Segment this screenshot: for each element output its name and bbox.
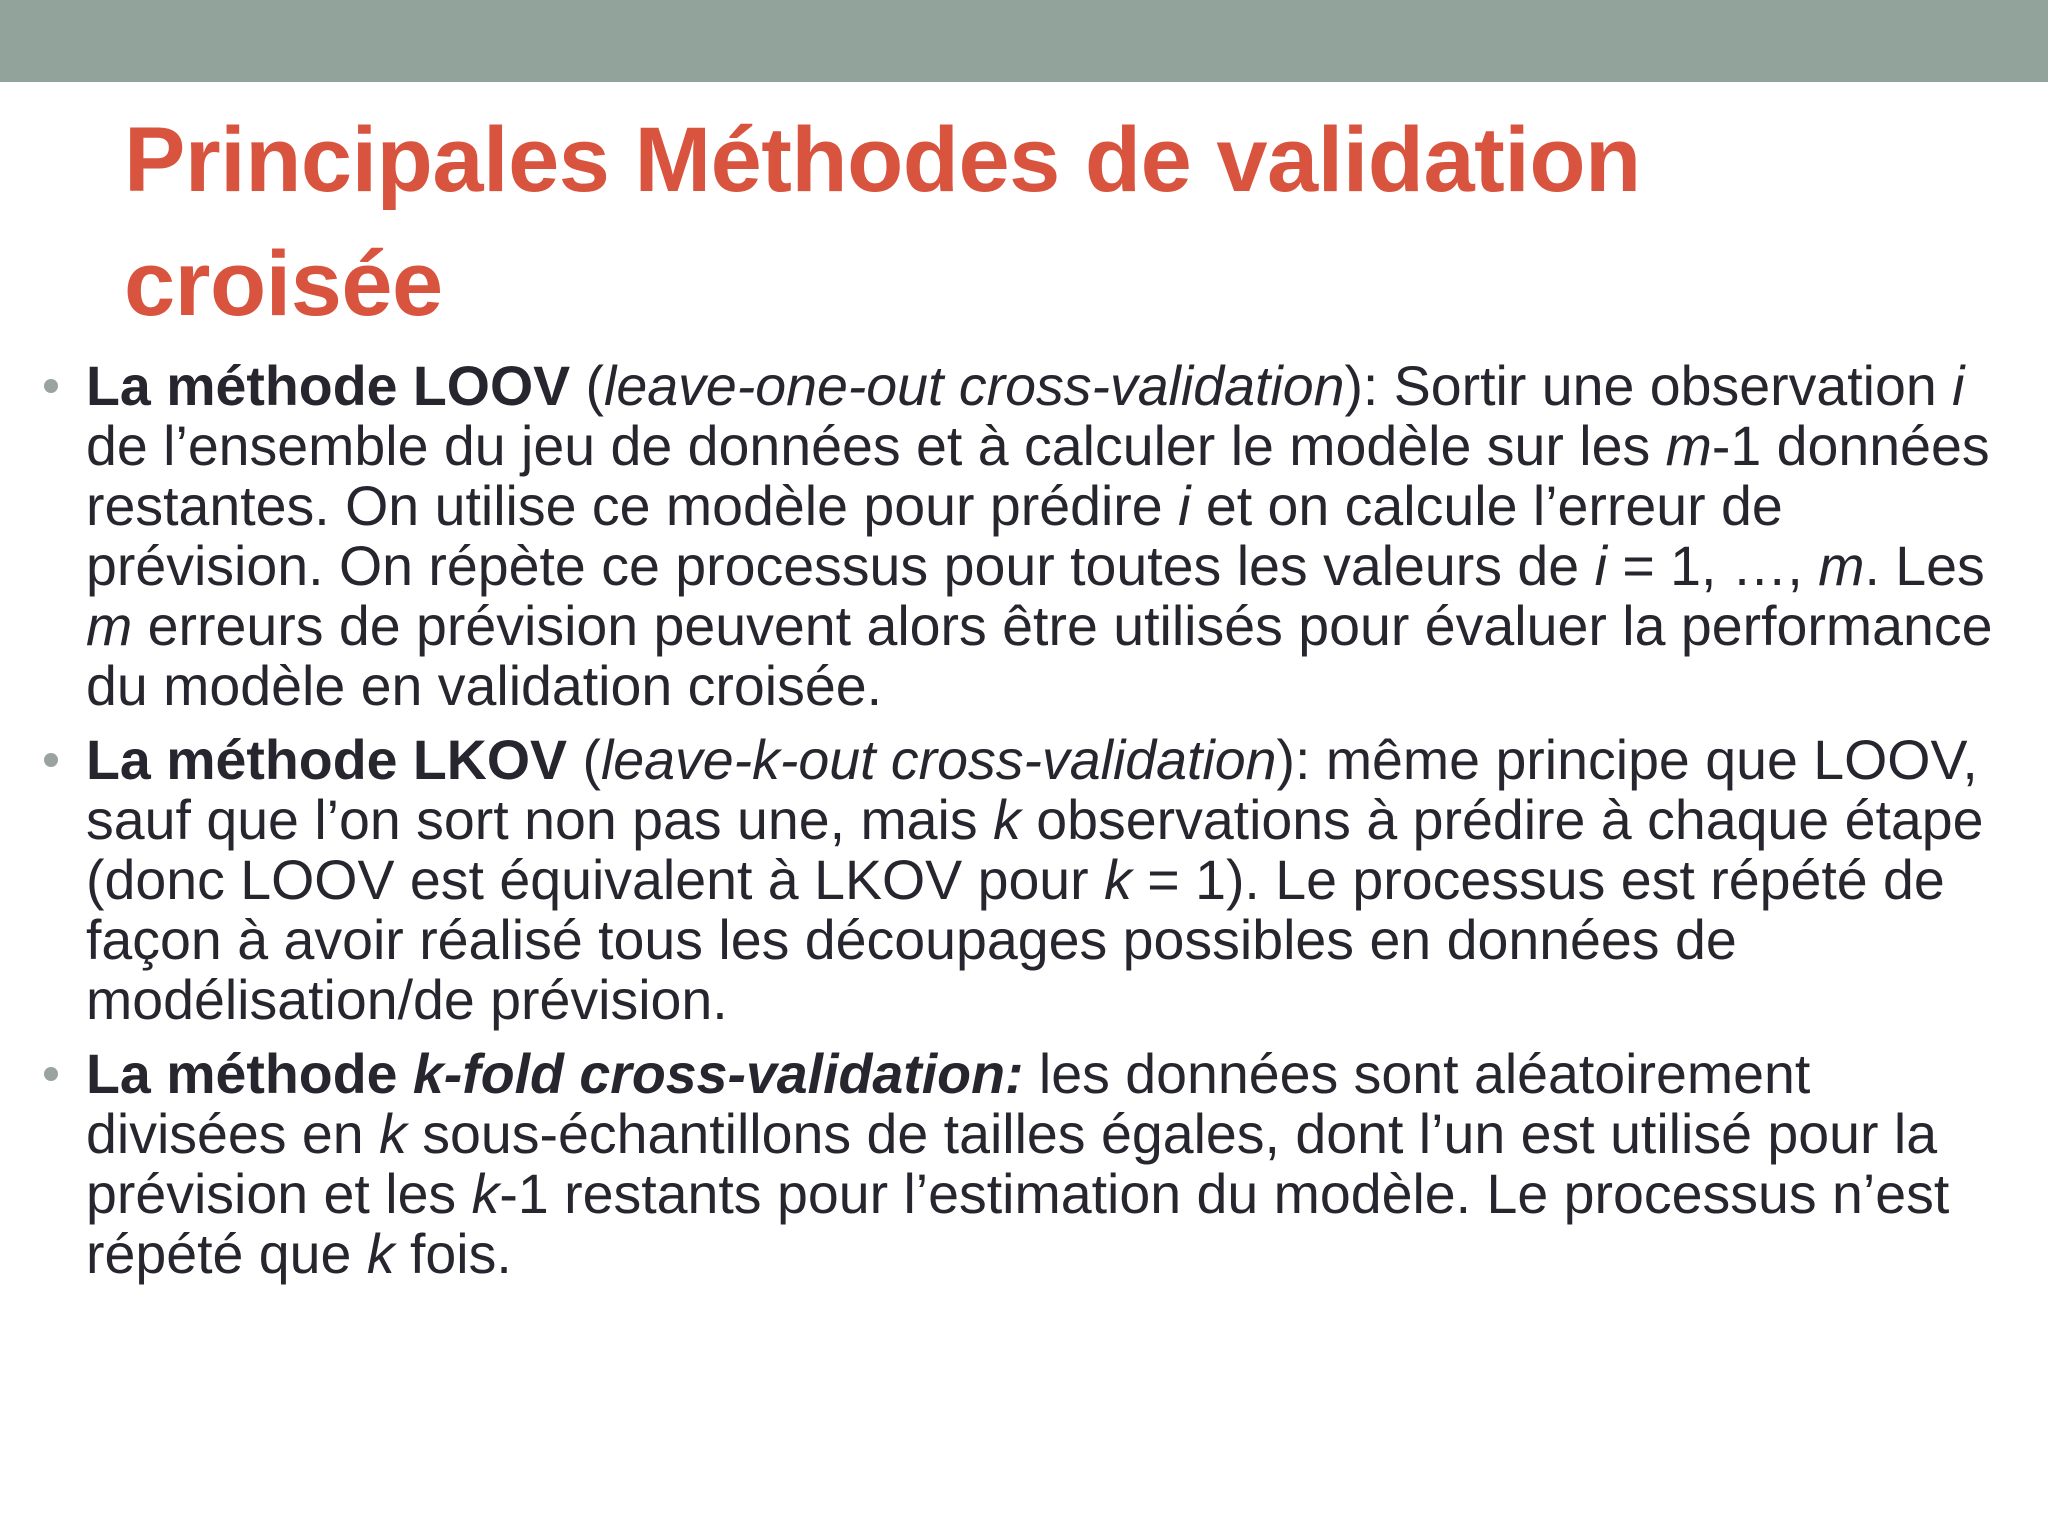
text-segment: leave-k-out cross-validation (600, 729, 1277, 791)
text-segment: k (471, 1163, 500, 1225)
text-segment: -1 données restantes. On utilise ce modèle pour prédire (86, 415, 1990, 537)
bullet-kfold (0, 1044, 2048, 1284)
text-segment: m (1818, 535, 1865, 597)
bullet-label: La méthode LOOV (86, 355, 571, 417)
text-segment: = 1, …, (1606, 535, 1819, 597)
top-accent-bar (0, 0, 2048, 82)
text-segment: de l’ensemble du jeu de données et à calculer le modèle sur les (86, 415, 1666, 477)
text-segment: les données sont aléatoirement divisées en (86, 1043, 1811, 1165)
bullet-point-icon (44, 1067, 58, 1081)
bullet-label: La méthode (86, 1043, 413, 1105)
text-segment: k (1104, 849, 1132, 911)
bullet-label: La méthode LKOV (86, 729, 568, 791)
text-segment: ( (570, 355, 605, 417)
text-segment: = 1). Le processus est répété de façon à avoir réalisé tous les découpages possibles en données de modélisation/de prévision. (86, 849, 1945, 1031)
text-segment: k (379, 1103, 407, 1165)
bullet-lkov (0, 730, 2048, 1030)
bullet-label-italic: k-fold cross-validation: (412, 1043, 1024, 1105)
text-segment: m (1665, 415, 1712, 477)
text-segment: ( (567, 729, 601, 791)
slide-title: Principales Méthodes de validation croisée (124, 109, 1641, 335)
bullet-point-icon (44, 753, 58, 767)
text-segment: leave-one-out cross-validation (604, 355, 1345, 417)
text-segment: observations à prédire à chaque étape (donc LOOV est équivalent à LKOV pour (86, 789, 1984, 911)
text-segment: sous-échantillons de tailles égales, dont l’un est utilisé pour la prévision et les (86, 1103, 1938, 1225)
text-segment: fois. (394, 1223, 512, 1285)
text-segment: i (1178, 475, 1191, 537)
text-segment: m (86, 595, 133, 657)
bullet-point-icon (44, 379, 58, 393)
text-segment: k (993, 789, 1021, 851)
text-segment: erreurs de prévision peuvent alors être utilisés pour évaluer la performance du modèle en validation croisée. (86, 595, 1993, 717)
text-segment: i (1594, 535, 1607, 597)
text-segment: -1 restants pour l’estimation du modèle. Le processus n’est répété que (86, 1163, 1950, 1285)
text-segment: et on calcule l’erreur de prévision. On répète ce processus pour toutes les valeurs de (86, 475, 1783, 597)
text-segment: i (1952, 355, 1965, 417)
bullet-list (0, 356, 2048, 1298)
text-segment: ): Sortir une observation (1344, 355, 1953, 417)
text-segment: . Les (1864, 535, 1985, 597)
text-segment: ): même principe que LOOV, sauf que l’on sort non pas une, mais (86, 729, 1978, 851)
bullet-loov (0, 356, 2048, 716)
text-segment: k (366, 1223, 395, 1285)
